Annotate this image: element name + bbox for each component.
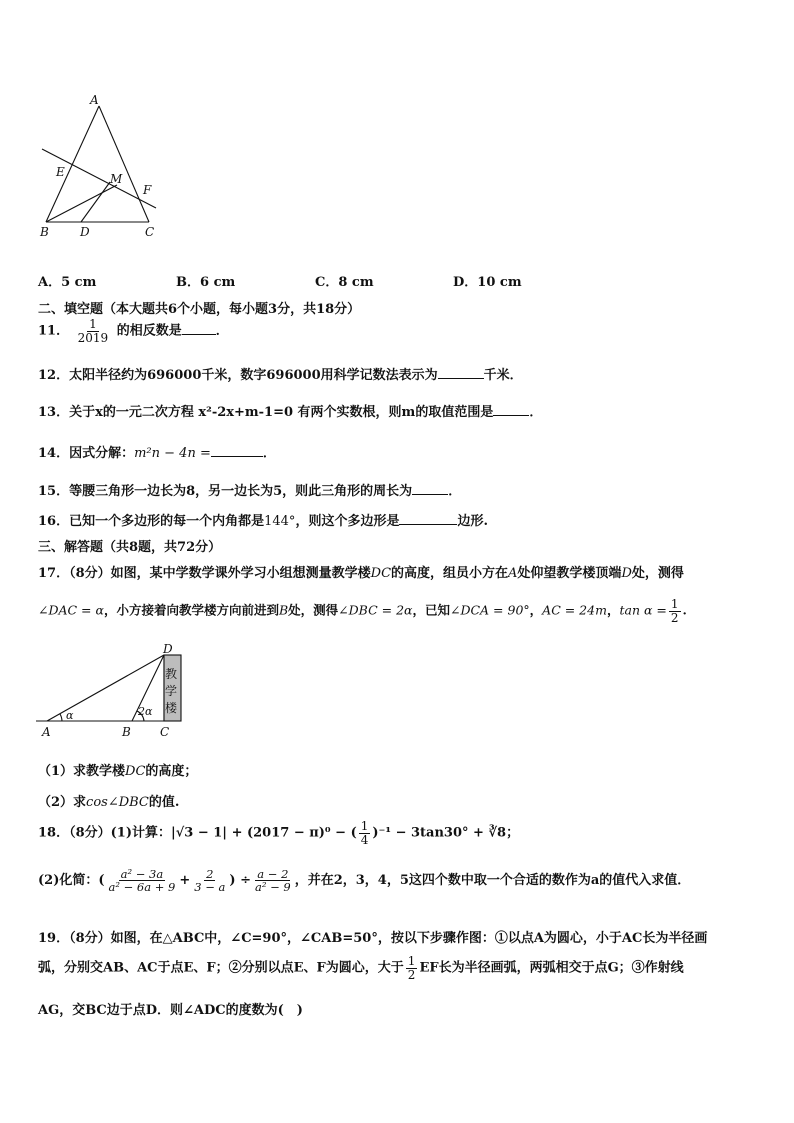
option-c[interactable]: C．8 cm — [315, 275, 374, 290]
side-ac — [99, 106, 149, 222]
question-15 — [38, 480, 461, 499]
q11-end: ． — [215, 323, 229, 339]
q17-line1b: 的高度，组员小方在 — [391, 566, 509, 581]
q16-text2: ，则这个多边形是 — [295, 514, 400, 529]
label-d: D — [80, 225, 90, 239]
q18-p2-tail: ，并在2，3，4，5这四个数中取一个合适的数作为a的值代入求值． — [294, 873, 691, 889]
question-14 — [38, 442, 276, 461]
building-char-2: 学 — [165, 684, 178, 698]
q13-end: ． — [529, 405, 543, 420]
q17-dc: DC — [370, 566, 392, 581]
question-18-part-1 — [38, 820, 519, 846]
question-16 — [38, 510, 488, 529]
label-b: B — [40, 225, 49, 239]
q15-answer-blank[interactable] — [412, 494, 448, 495]
q13-text: 关于x的一元二次方程 x²-2x+m-1=0 有两个实数根，则m的取值范围是 — [69, 405, 494, 420]
q17-angle-dac: ∠DAC = α — [38, 602, 104, 618]
angle-arc-alpha — [60, 714, 62, 721]
q18-f2-den: 3 − a — [194, 880, 226, 895]
question-12 — [38, 364, 523, 383]
q17-angle-dca: ∠DCA = 90° — [449, 602, 530, 618]
q17-line2c: 处，测得 — [288, 602, 339, 618]
q18-p2-fraction-3 — [253, 868, 293, 893]
q17-sub1b: DC — [125, 764, 146, 779]
figure-building — [30, 642, 200, 742]
q16-end: 边形. — [457, 514, 488, 529]
q14-end: ． — [262, 446, 276, 461]
segment-bm — [46, 185, 117, 222]
q17-line2g: ， — [529, 602, 543, 618]
q19-line1: （8分）如图，在△ABC中，∠C=90°，∠CAB=50°，按以下步骤作图：①以点A为圆心，小于AC长为半径画 — [69, 931, 708, 946]
question-11 — [38, 318, 229, 344]
q18-p2-fraction-2 — [192, 868, 227, 893]
q11-number: 11． — [38, 323, 70, 339]
q17-sub2a: （2）求 — [38, 795, 87, 810]
q15-end: ． — [448, 484, 462, 499]
q17-d: D — [621, 566, 632, 581]
q17-line1: （8分）如图，某中学数学课外学习小组想测量教学楼 — [69, 566, 371, 581]
label-e: E — [56, 165, 65, 179]
question-18-part-2 — [38, 868, 690, 893]
side-ab — [46, 106, 99, 222]
q18-score: （8分） — [69, 825, 111, 841]
q17-line1d: 处，测得 — [631, 566, 684, 581]
question-19-line-3 — [38, 999, 303, 1018]
q18-f3-den: a² − 9 — [254, 880, 291, 895]
q11-fraction — [76, 318, 111, 344]
q18-p2-div: ) ÷ — [229, 873, 251, 889]
q17-line2k: . — [682, 602, 687, 618]
option-d[interactable]: D．10 cm — [453, 275, 522, 290]
section-3-heading: 三、解答题（共8题，共72分） — [38, 540, 222, 555]
q18-p2-plus: + — [179, 873, 191, 889]
q17-tan-alpha: tan α = — [619, 602, 667, 618]
q14-text: 因式分解： — [69, 446, 135, 461]
q18-p1-frac-num: 1 — [360, 819, 369, 833]
q19-half-den: 2 — [407, 967, 416, 982]
q19-line3: AG，交BC边于点D．则∠ADC的度数为( ) — [38, 1003, 303, 1018]
label-b2: B — [122, 725, 131, 739]
q19-number: 19． — [38, 931, 70, 946]
q18-p2-fraction-1 — [107, 868, 178, 893]
building-char-3: 楼 — [165, 701, 178, 715]
question-19-line-1 — [38, 927, 707, 946]
q17-sub-2 — [38, 791, 179, 810]
q16-number: 16． — [38, 514, 70, 529]
q18-f2-num: 2 — [206, 867, 214, 881]
q17-a: A — [508, 566, 518, 581]
q17-ac-length: AC = 24m — [542, 602, 607, 618]
building-char-1: 教 — [165, 667, 178, 681]
q11-text: 的相反数是 — [116, 323, 182, 339]
q14-number: 14． — [38, 446, 70, 461]
q18-p1-expr-b: )⁻¹ − 3tan30° + ∛8 — [372, 825, 507, 841]
q17-tan-fraction — [669, 598, 681, 624]
q17-line2b: ，小方接着向教学楼方向前进到 — [103, 602, 279, 618]
q17-sub-1 — [38, 760, 197, 779]
q17-line2e: ，已知 — [412, 602, 450, 618]
q17-tan-numerator: 1 — [670, 597, 679, 611]
q18-p2-label: (2)化简：( — [38, 873, 105, 889]
q12-text: 太阳半径约为696000千米，数字696000用科学记数法表示为 — [69, 368, 438, 383]
q15-number: 15． — [38, 484, 70, 499]
label-c2: C — [160, 725, 170, 739]
label-2alpha: 2α — [138, 705, 153, 718]
q14-answer-blank[interactable] — [211, 456, 263, 457]
q18-p1-fraction — [359, 820, 371, 846]
q15-text: 等腰三角形一边长为8，另一边长为5，则此三角形的周长为 — [69, 484, 413, 499]
q17-line1c: 处仰望教学楼顶端 — [517, 566, 622, 581]
q16-angle: 144° — [264, 514, 296, 529]
q17-sub2b: cos∠DBC — [86, 795, 149, 810]
q17-sub2c: 的值. — [148, 795, 180, 810]
question-13 — [38, 401, 542, 420]
section-2-heading: 二、填空题（本大题共6个小题，每小题3分，共18分） — [38, 302, 361, 317]
q11-answer-blank[interactable] — [182, 334, 216, 335]
question-17-line-1 — [38, 562, 684, 581]
label-a: A — [90, 93, 99, 107]
q18-p1-expr-a: |√3 − 1| + (2017 − π)⁰ − ( — [171, 825, 357, 841]
q11-fraction-numerator: 1 — [89, 317, 97, 331]
q17-line2i: ， — [606, 602, 620, 618]
option-a[interactable]: A．5 cm — [38, 275, 97, 290]
q12-number: 12． — [38, 368, 70, 383]
q19-half-num: 1 — [407, 954, 416, 968]
q19-line2a: 弧，分别交AB、AC于点E、F；②分别以点E、F为圆心，大于 — [38, 960, 404, 976]
q17-b: B — [278, 602, 289, 618]
label-alpha: α — [66, 709, 74, 722]
q12-answer-blank[interactable] — [438, 378, 484, 379]
label-d2: D — [163, 642, 173, 656]
q17-number: 17． — [38, 566, 70, 581]
q17-sub1a: （1）求教学楼 — [38, 764, 126, 779]
label-c: C — [145, 225, 155, 239]
q17-tan-denominator: 2 — [670, 610, 679, 625]
question-17-line-2 — [38, 598, 687, 624]
q18-f1-den: a² − 6a + 9 — [108, 880, 176, 895]
q19-line2b: EF长为半径画弧，两弧相交于点G；③作射线 — [419, 960, 684, 976]
q17-angle-dbc: ∠DBC = 2α — [338, 602, 413, 618]
label-a2: A — [42, 725, 51, 739]
q12-end: 千米． — [483, 368, 523, 383]
q18-p1-frac-den: 4 — [360, 832, 369, 847]
label-m: M — [110, 172, 123, 186]
q18-f1-num: a² − 3a — [120, 867, 164, 881]
q18-f3-num: a − 2 — [257, 867, 289, 881]
figure-triangle-abc — [30, 92, 170, 242]
q13-number: 13． — [38, 405, 70, 420]
q16-answer-blank[interactable] — [399, 524, 457, 525]
q11-fraction-denominator: 2019 — [77, 330, 109, 345]
q17-sub1c: 的高度； — [145, 764, 198, 779]
q18-number: 18． — [38, 825, 70, 841]
label-f: F — [143, 183, 152, 197]
q19-half-fraction — [406, 955, 418, 981]
q18-p1-end: ； — [506, 825, 520, 841]
q16-text: 已知一个多边形的每一个内角都是 — [69, 514, 265, 529]
question-19-line-2 — [38, 955, 684, 981]
q14-expression: m²n − 4n = — [134, 446, 211, 461]
option-b[interactable]: B．6 cm — [176, 275, 236, 290]
q13-answer-blank[interactable] — [493, 415, 529, 416]
q18-p1-label: (1)计算： — [110, 825, 171, 841]
